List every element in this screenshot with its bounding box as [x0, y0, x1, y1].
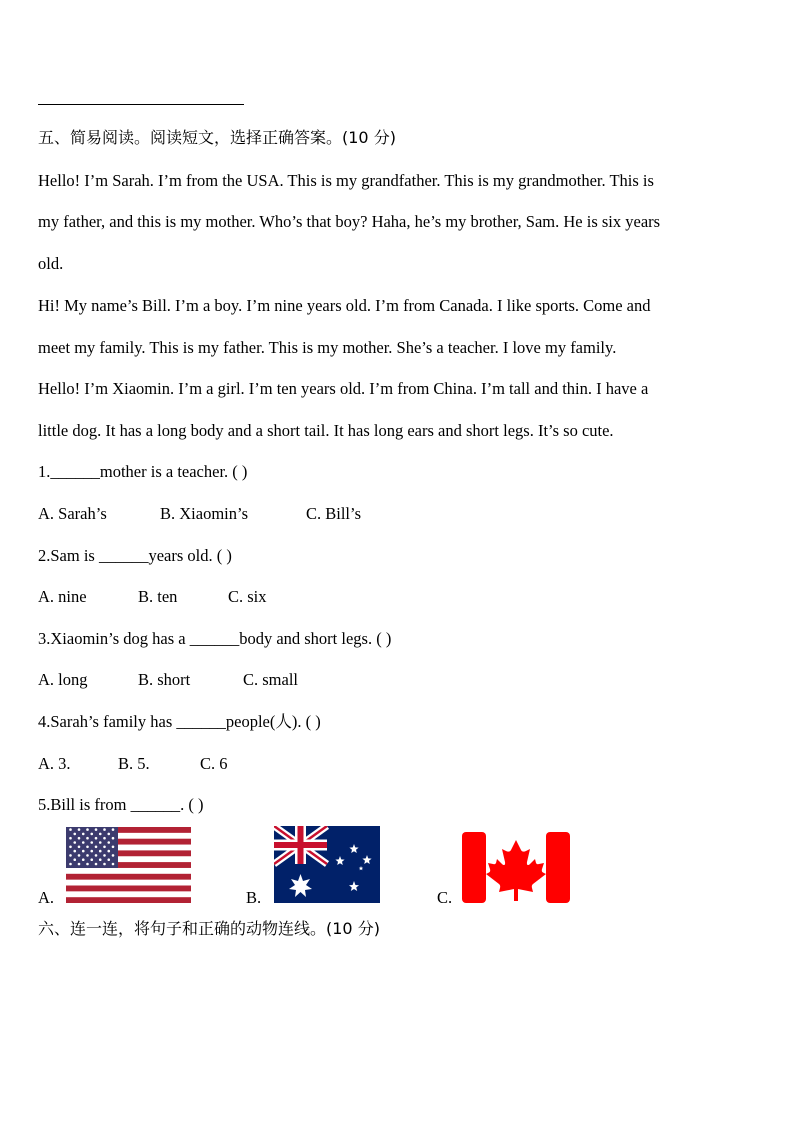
usa-star: [90, 833, 93, 836]
passage-line: Hello! I’m Xiaomin. I’m a girl. I’m ten years old. I’m from China. I’m tall and thin. I have a: [38, 379, 649, 398]
passage-line: old.: [38, 254, 64, 273]
usa-star: [73, 850, 76, 853]
usa-star: [95, 837, 98, 840]
usa-star: [82, 858, 85, 861]
option-c[interactable]: C. six: [228, 587, 267, 606]
usa-flag-icon[interactable]: [66, 827, 191, 903]
usa-star: [86, 828, 89, 831]
usa-star: [107, 833, 110, 836]
question-2-options: [38, 587, 267, 607]
section6-title: 六、连一连，将句子和正确的动物连线。(10 分): [38, 919, 380, 938]
question-1-options: [38, 504, 361, 524]
passage-line: my father, and this is my mother. Who’s that boy? Haha, he’s my brother, Sam. He is six years: [38, 212, 661, 231]
passage-line: little dog. It has a long body and a short tail. It has long ears and short legs. It’s so cute.: [38, 421, 614, 440]
option-c[interactable]: C. 6: [200, 754, 228, 773]
option-a-label[interactable]: A.: [38, 888, 55, 907]
question-5-stem: 5.Bill is from ______. ( ): [38, 795, 204, 814]
usa-star: [112, 854, 115, 857]
usa-star: [86, 854, 89, 857]
usa-star: [69, 863, 72, 866]
question-2-stem: 2.Sam is ______years old. ( ): [38, 546, 232, 565]
passage-line: Hello! I’m Sarah. I’m from the USA. This is my grandfather. This is my grandmother. This is: [38, 171, 654, 190]
question-3-stem: 3.Xiaomin’s dog has a ______body and short legs. ( ): [38, 629, 392, 648]
usa-star: [95, 854, 98, 857]
usa-star: [112, 846, 115, 849]
canada-flag-icon[interactable]: [462, 832, 570, 903]
usa-star: [78, 846, 81, 849]
option-a[interactable]: A. long: [38, 670, 88, 689]
usa-star: [90, 850, 93, 853]
australia-flag-icon[interactable]: [274, 826, 380, 903]
usa-star: [73, 841, 76, 844]
usa-star: [69, 854, 72, 857]
usa-star: [90, 858, 93, 861]
usa-star: [103, 854, 106, 857]
usa-star: [78, 863, 81, 866]
usa-star: [112, 837, 115, 840]
usa-star: [107, 850, 110, 853]
usa-star: [86, 846, 89, 849]
option-b[interactable]: B. short: [138, 670, 191, 689]
usa-star: [103, 828, 106, 831]
usa-star: [99, 841, 102, 844]
usa-star: [99, 833, 102, 836]
usa-star: [86, 863, 89, 866]
usa-star: [103, 837, 106, 840]
answer-line: [38, 104, 244, 105]
question-4-stem: 4.Sarah’s family has ______people(人). ( ): [38, 712, 321, 731]
section5-title: 五、简易阅读。阅读短文，选择正确答案。(10 分): [38, 128, 396, 147]
usa-star: [78, 854, 81, 857]
usa-star: [103, 846, 106, 849]
usa-star: [112, 863, 115, 866]
usa-star: [90, 841, 93, 844]
usa-star: [107, 858, 110, 861]
question-3-options: [38, 670, 298, 690]
usa-star: [95, 863, 98, 866]
usa-star: [95, 846, 98, 849]
passage-line: meet my family. This is my father. This is my mother. She’s a teacher. I love my family.: [38, 338, 617, 357]
question-4-options: [38, 754, 228, 774]
question-1-stem: 1.______mother is a teacher. ( ): [38, 462, 248, 481]
option-a[interactable]: A. nine: [38, 587, 87, 606]
usa-star: [73, 858, 76, 861]
usa-star: [78, 828, 81, 831]
usa-star: [82, 841, 85, 844]
option-b-label[interactable]: B.: [246, 888, 262, 907]
option-c[interactable]: C. Bill’s: [306, 504, 362, 523]
usa-star: [86, 837, 89, 840]
usa-star: [82, 833, 85, 836]
usa-star: [69, 846, 72, 849]
usa-star: [69, 837, 72, 840]
option-a[interactable]: A. Sarah’s: [38, 504, 107, 523]
usa-star: [73, 833, 76, 836]
option-b[interactable]: B. ten: [138, 587, 178, 606]
option-c[interactable]: C. small: [243, 670, 299, 689]
usa-star: [78, 837, 81, 840]
option-c-label[interactable]: C.: [437, 888, 453, 907]
usa-star: [112, 828, 115, 831]
usa-star: [69, 828, 72, 831]
passage-line: Hi! My name’s Bill. I’m a boy. I’m nine years old. I’m from Canada. I like sports. Come and: [38, 296, 651, 315]
option-b[interactable]: B. Xiaomin’s: [160, 504, 249, 523]
option-a[interactable]: A. 3.: [38, 754, 71, 773]
usa-star: [103, 863, 106, 866]
usa-star: [99, 858, 102, 861]
usa-star: [95, 828, 98, 831]
usa-star: [82, 850, 85, 853]
usa-star: [99, 850, 102, 853]
usa-star: [107, 841, 110, 844]
option-b[interactable]: B. 5.: [118, 754, 150, 773]
